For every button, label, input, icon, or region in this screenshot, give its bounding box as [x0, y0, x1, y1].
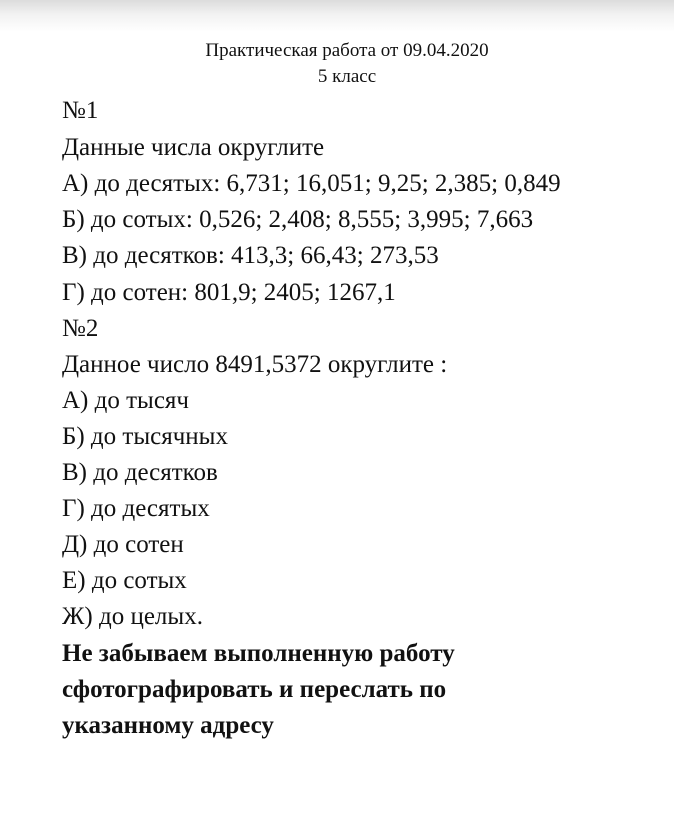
task-1-item-b: Б) до сотых: 0,526; 2,408; 8,555; 3,995; 7,663: [62, 206, 534, 233]
task-1-instruction: Данные числа округлите: [62, 134, 325, 161]
top-shadow: [0, 0, 674, 32]
worksheet-title: Практическая работа от 09.04.2020: [205, 40, 489, 61]
grade-label: 5 класс: [317, 66, 377, 87]
footer-line-2: сфотографировать и переслать по: [62, 676, 447, 703]
footer-line-1: Не забываем выполненную работу: [62, 640, 455, 667]
task-2-instruction: Данное число 8491,5372 округлите :: [62, 351, 448, 378]
task-2-item-e: Е) до сотых: [62, 567, 187, 594]
task-1-item-v: В) до десятков: 413,3; 66,43; 273,53: [62, 242, 439, 269]
task-2-item-zh: Ж) до целых.: [62, 603, 203, 630]
task-2-item-d: Д) до сотен: [62, 531, 184, 558]
task-2-item-v: В) до десятков: [62, 459, 218, 486]
task-2-item-b: Б) до тысячных: [62, 423, 228, 450]
task-1-number: №1: [62, 97, 99, 124]
task-2-item-g: Г) до десятых: [62, 495, 210, 522]
footer-line-3: указанному адресу: [62, 712, 274, 739]
task-2-number: №2: [62, 315, 99, 342]
task-1-item-g: Г) до сотен: 801,9; 2405; 1267,1: [62, 279, 396, 306]
task-1-item-a: А) до десятых: 6,731; 16,051; 9,25; 2,385; 0,849: [62, 170, 561, 197]
task-2-item-a: А) до тысяч: [62, 387, 189, 414]
